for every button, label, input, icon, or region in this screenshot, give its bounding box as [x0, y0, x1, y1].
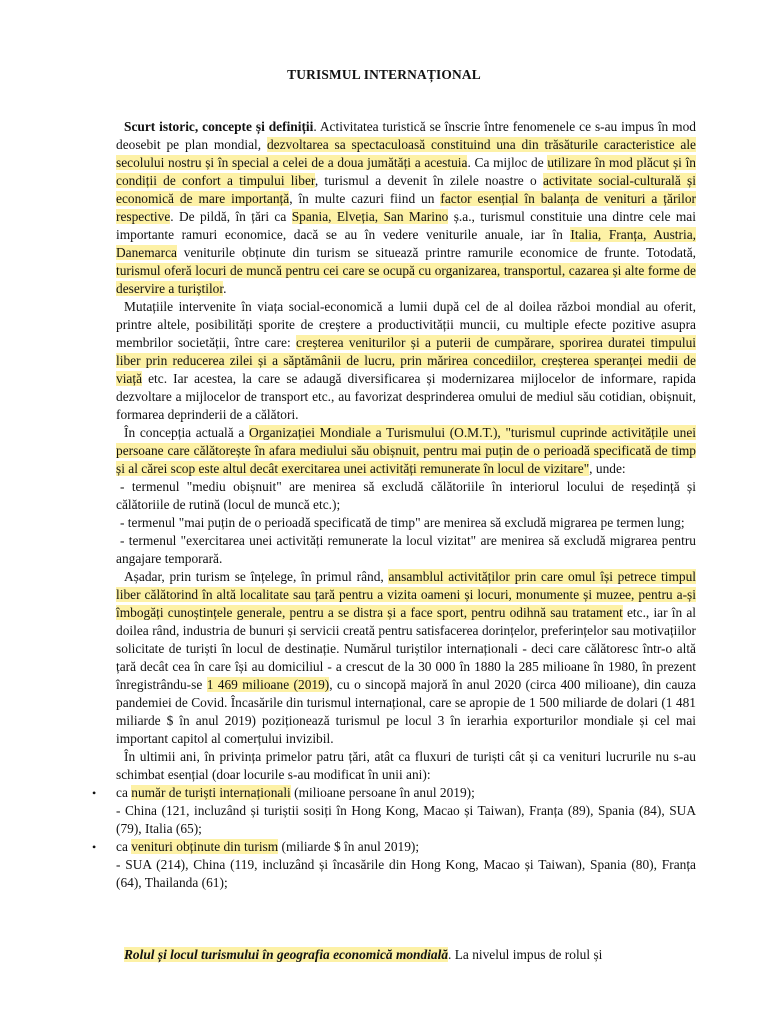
highlight: factor esențial în balanța de venituri a țărilor respective [116, 191, 697, 224]
paragraph-top-countries: În ultimii ani, în privința primelor patru țări, atât ca fluxuri de turiști cât și ca venituri lucrurile nu s-au schimbat esențial (doar locurile s-au modificat în unii ani): [116, 749, 696, 782]
paragraph-role-section: Rolul și locul turismului în geografia economică mondială. La nivelul impus de rolul și [124, 947, 603, 962]
definition-term: - termenul "exercitarea unei activități remunerate la locul vizitat" are menirea să excludă migrarea pentru angajare temporară. [116, 533, 696, 566]
highlight: ansamblul activităților prin care omul își petrece timpul liber călătorind în altă localitate sau țară pentru a vizita oameni și locuri, monumente și muzee, pentru a-și îmbogăți cunoștințele generale, pentru a se distra și a face sport, pentru odihnă sau tratament [116, 569, 696, 620]
highlight: utilizare în mod plăcut și în condiții de confort a timpului liber [116, 155, 696, 188]
highlight: Italia, Franța, Austria, Danemarca [116, 227, 696, 260]
highlight [124, 947, 448, 962]
paragraph-omt-definition: În concepția actuală a Organizației Mondiale a Turismului (O.M.T.), "turismul cuprinde activitățile unei persoane care călătorește în afara mediului său obișnuit, pentru mai puțin de o perioadă specificată de timp și al cărei scop este altul decât exercitarea unei activități remunerate în locul de vizitare", unde: [116, 425, 696, 476]
highlight: activitate social-culturală și economică de mare importanță [116, 173, 696, 206]
list-item-detail: - China (121, incluzând și turiștii sosiți în Hong Kong, Macao și Taiwan), Franța (89), Spania (84), SUA (79), Italia (65); [116, 803, 696, 836]
paragraph-intro: Scurt istoric, concepte și definiții. Activitatea turistică se înscrie între fenomenele ce s-au impus în mod deosebit pe plan mondial, dezvoltarea sa spectaculoasă constituind una din trăsăturile caracteristice ale secolului nostru și în special a celei de a doua jumătăți a acestuia. Ca mijloc de utilizare în mod plăcut și în condiții de confort a timpului liber, turismul a devenit în zilele noastre o activitate social-culturală și economică de mare importanță, în multe cazuri fiind un factor esențial în balanța de venituri a țărilor respective. De pildă, în țări ca Spania, Elveția, San Marino ș.a., turismul constituie una dintre cele mai importante ramuri economice, dacă se au în vedere veniturile anuale, iar în Italia, Franța, Austria, Danemarca veniturile obținute din turism se situează printre ramurile economice de frunte. Totodată, turismul oferă locuri de muncă pentru cei care se ocupă cu organizarea, transportul, cazarea și alte forme de deservire a turiștilor. [116, 119, 697, 296]
highlight: venituri obținute din turism [131, 839, 279, 854]
list-item: • ca venituri obținute din turism (miliarde $ în anul 2019); - SUA (214), China (119, incluzând și încasările din Hong Kong, Macao și Taiwan), Spania (80), Franța (64), Thailanda (61); [92, 839, 696, 890]
section-heading-history: Scurt istoric, concepte și definiții [124, 119, 314, 134]
definition-term: - termenul "mai puțin de o perioadă specificată de timp" are menirea să excludă migrarea pe termen lung; [120, 515, 685, 530]
highlight: 1 469 milioane (2019) [206, 677, 330, 692]
highlight: dezvoltarea sa spectaculoasă constituind una din trăsăturile caracteristice ale secolului nostru și în special a celei de a doua jumătăți a acestuia [116, 137, 696, 170]
paragraph-mutations: Mutațiile intervenite în viața social-economică a lumii după cel de al doilea război mondial au oferit, printre altele, posibilități sporite de creștere a productivității muncii, cu multiple efecte pozitive asupra membrilor societății, între care: creșterea veniturilor și a puterii de cumpărare, sporirea duratei timpului liber prin reducerea zilei și a săptămânii de lucru, prin mărirea concediilor, creșterea speranței medii de viață etc. Iar acestea, la care se adaugă diversificarea și modernizarea mijlocelor de informare, rapida dezvoltare a mijlocelor de transport etc., au favorizat desprinderea omului de mediul său cotidian, obișnuit, formarea deprinderii de a călători. [116, 299, 696, 422]
bullet-icon: • [92, 840, 97, 854]
paragraph-tourism-meaning: Așadar, prin turism se înțelege, în primul rând, ansamblul activităților prin care omul își petrece timpul liber călătorind în altă localitate sau țară pentru a vizita oameni și locuri, monumente și muzee, pentru a-și îmbogăți cunoștințele generale, pentru a se distra și a face sport, pentru odihnă sau tratament etc., iar în al doilea rând, industria de bunuri și servicii creată pentru satisfacerea dorințelor, preferințelor sau motivațiilor solicitate de turiști în locul de destinație. Numărul turiștilor internaționali - deci care călătoresc într-o altă țară decât cea în care își au domiciliul - a crescut de la 30 000 în 1880 la 285 milioane în 1980, în prezent înregistrându-se 1 469 milioane (2019), cu o sincopă majoră în anul 2020 (circa 400 milioane), din cauza pandemiei de Covid. Încasările din turismul internațional, care se apropie de 1 500 miliarde de dolari (1 481 miliarde $ în anul 2019) poziționează turismul pe locul 3 în ierarhia exporturilor mondiale și cel mai important capitol al comerțului invizibil. [116, 569, 696, 746]
highlight: creșterea veniturilor și a puterii de cumpărare, sporirea duratei timpului liber prin reducerea zilei și a săptămânii de lucru, prin mărirea concediilor, creșterea speranței medii de viață [116, 335, 696, 386]
document-title: TURISMUL INTERNAȚIONAL [287, 67, 481, 82]
highlight: Spania, Elveția, San Marino [291, 209, 449, 224]
highlight: număr de turiști internaționali [131, 785, 291, 800]
section-heading-role: Rolul și locul turismului în geografia economică mondială [124, 947, 449, 962]
definition-term: - termenul "mediu obișnuit" are menirea să excludă călătoriile în interiorul locului de reședință și călătoriile de rutină (locul de muncă etc.); [116, 479, 696, 512]
highlight: turismul oferă locuri de muncă pentru cei care se ocupă cu organizarea, transportul, cazarea și alte forme de deservire a turiștilor [116, 263, 696, 296]
list-item: • ca număr de turiști internaționali (milioane persoane în anul 2019); - China (121, incluzând și turiștii sosiți în Hong Kong, Macao și Taiwan), Franța (89), Spania (84), SUA (79), Italia (65); [92, 785, 696, 836]
list-item-detail: - SUA (214), China (119, incluzând și încasările din Hong Kong, Macao și Taiwan), Spania (80), Franța (64), Thailanda (61); [116, 857, 696, 890]
bullet-icon: • [92, 786, 97, 800]
highlight: Organizației Mondiale a Turismului (O.M.T.), "turismul cuprinde activitățile unei persoane care călătorește în afara mediului său obișnuit, pentru mai puțin de o perioadă specificată de timp și al cărei scop este altul decât exercitarea unei activități remunerate în locul de vizitare" [116, 425, 696, 476]
bullet-list [92, 784, 696, 892]
spacer [116, 892, 696, 946]
